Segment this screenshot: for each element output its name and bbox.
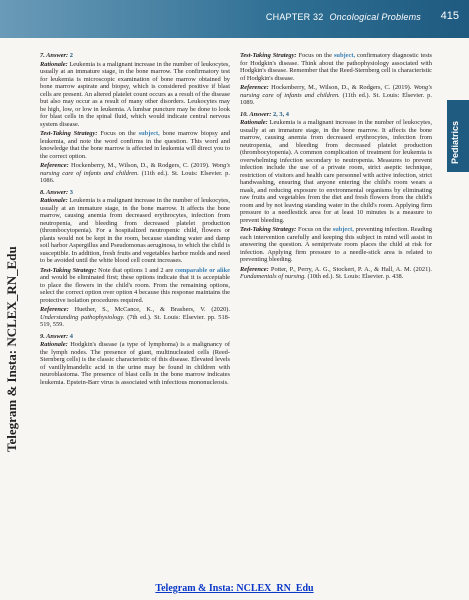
answer-heading: 7. Answer: 2 — [40, 52, 73, 59]
chapter-title: Oncological Problems — [329, 12, 421, 22]
highlight-link[interactable]: subject, — [138, 130, 160, 137]
side-tab — [447, 100, 469, 172]
chapter-number: CHAPTER 32 — [265, 12, 324, 22]
side-tab-label: Pediatrics — [450, 120, 460, 164]
rationale: Rationale: Leukemia is a malignant increase in the number of leukocytes, usually at an immature stage, in the bone marrow. It affects the bone marrow, causing anemia from decreased erythrocytes, infection from neutropenia, and bleeding from decreased platelet production (thrombocytopenia). A common complication of treatment for leukemia is overwhelming infection secondary to neutropenia. Measures to prevent infection include the use of a private room, strict aseptic technique, restriction of visitors and health care personnel with active infection, strict handwashing, ensuring that anyone entering the child's room wears a mask, and reducing exposure to environmental organisms by eliminating raw fruits and vegetables from the diet and fresh flowers from the child's room and by not leaving standing water in the child's room. Applying firm pressure to a needlestick area for at least 10 minutes is a measure to prevent bleeding. — [240, 119, 432, 224]
question-8 — [40, 189, 230, 329]
chapter-label — [266, 12, 421, 22]
highlight-link[interactable]: subject, — [333, 52, 356, 59]
reference: Reference: Hockenberry, M., Wilson, D., & Rodgers, C. (2019). Wong's nursing care of infants and children. (11th ed.). St. Louis: Elsevier. p. 1086. — [40, 162, 230, 184]
header-bar — [0, 0, 469, 38]
answer-value: 2, 3, 4 — [272, 110, 289, 118]
strategy: Test-Taking Strategy: Note that options 1 and 2 are comparable or alike and would be eliminated first; these options indicate that it is acceptable to place the flowers in the child's room. From the remaining options, select the correct option over option 4 because this response maintains the protective isolation procedures required. — [40, 266, 230, 304]
left-column — [40, 52, 230, 390]
answer-heading: 10. Answer: 2, 3, 4 — [240, 110, 289, 118]
right-column — [240, 52, 432, 285]
question-10 — [240, 111, 432, 281]
answer-value: 2 — [69, 52, 73, 59]
strategy: Test-Taking Strategy: Focus on the subject, confirmatory diagnostic tests for Hodgkin's disease. Think about the pathophysiology associated with Hodgkin's disease. Remember that the Reed-Sternberg cell is characteristic of Hodgkin's disease. — [240, 52, 432, 82]
highlight-link[interactable]: subject, — [332, 226, 354, 233]
answer-heading: 9. Answer: 4 — [40, 332, 73, 340]
question-7 — [40, 52, 230, 185]
answer-value: 4 — [69, 332, 73, 340]
rationale: Rationale: Leukemia is a malignant increase in the number of leukocytes, usually at an immature stage, in the bone marrow. It affects the bone marrow, causing anemia from decreased erythrocytes, infection from neutropenia, and bleeding from decreased platelet production (thrombocytopenia). For a hospitalized neutropenic child, flowers or plants would not be kept in the room, because standing water and damp soil harbor Aspergillus and Pseudomonas aeruginosa, to which the child is susceptible. In addition, fresh fruits and vegetables harbor molds and need to be avoided until the white blood cell count increases. — [40, 197, 230, 264]
side-watermark: Telegram & Insta: NCLEX_RN_Edu — [4, 246, 19, 452]
rationale: Rationale: Leukemia is a malignant increase in the number of leukocytes, usually at an immature stage, in the bone marrow. The confirmatory test for leukemia is microscopic examination of bone marrow obtained by bone marrow aspirate and biopsy, which is considered positive if blast cells are present. An altered platelet count occurs as a result of the disease but also may occur as a result of many other disorders. Leukocytes may be high, low, or low in leukemia. A lumbar puncture may be done to look for blast cells in the spinal fluid, which would indicate central nervous system disease. — [40, 60, 230, 128]
answer-value: 3 — [69, 188, 73, 196]
reference: Reference: Potter, P., Perry, A. G., Stockert, P. A., & Hall, A. M. (2021). Fundamentals of nursing. (10th ed.). St. Louis: Elsevier. p. 438. — [240, 265, 432, 280]
answer-heading: 8. Answer: 3 — [40, 188, 73, 196]
strategy: Test-Taking Strategy: Focus on the subject, preventing infection. Reading each intervention carefully and keeping this subject in mind will assist in answering the question. A semiprivate room places the child at risk for infection. Applying firm pressure to a needle-stick area is related to preventing bleeding. — [240, 226, 432, 263]
reference: Reference: Huether, S., McCance, K., & Brashers, V. (2020). Understanding pathophysiology. (7th ed.). St. Louis: Elsevier. pp. 518-519, 559. — [40, 306, 230, 328]
bottom-watermark-link[interactable]: Telegram & Insta: NCLEX_RN_Edu — [155, 583, 314, 594]
question-9-cont — [240, 52, 432, 107]
strategy: Test-Taking Strategy: Focus on the subject, bone marrow biopsy and leukemia, and note the word confirms in the question. This word and knowledge that the bone marrow is affected in leukemia will direct you to the correct option. — [40, 130, 230, 160]
rationale: Rationale: Hodgkin's disease (a type of lymphoma) is a malignancy of the lymph nodes. The presence of giant, multinucleated cells (Reed-Sternberg cells) is the classic characteristic of this disease. Elevated levels of vanillylmandelic acid in the urine may be found in children with neuroblastoma. The presence of blast cells in the bone marrow indicates leukemia. Epstein-Barr virus is associated with infectious mononucleosis. — [40, 341, 230, 386]
page-number: 415 — [440, 10, 459, 22]
question-9-start — [40, 333, 230, 387]
reference: Reference: Hockenberry, M., Wilson, D., & Rodgers, C. (2019). Wong's nursing care of infants and children. (11th ed.). St. Louis: Elsevier. p. 1089. — [240, 84, 432, 106]
highlight-link[interactable]: comparable or alike — [175, 266, 230, 274]
